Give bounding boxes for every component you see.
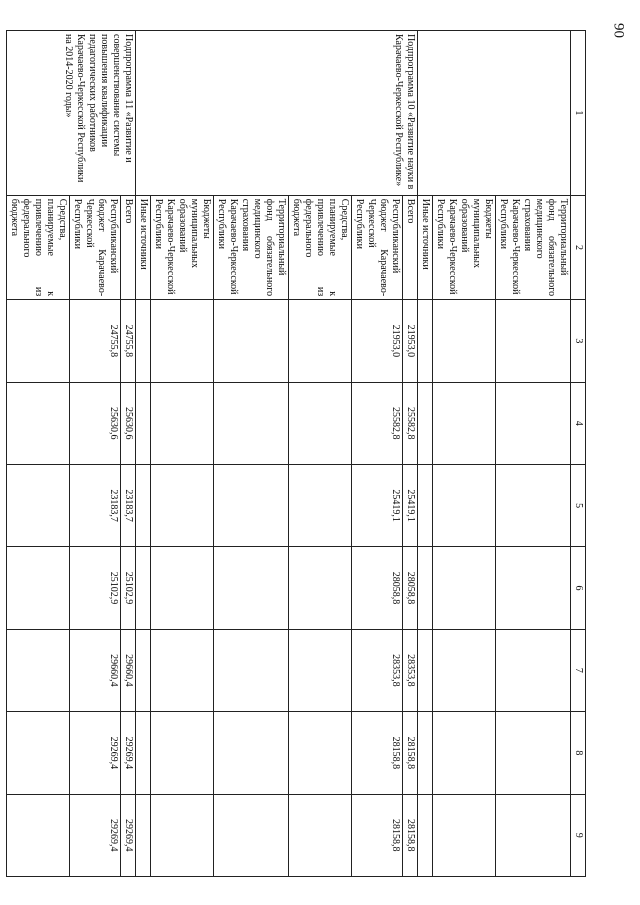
value-cell — [418, 547, 433, 629]
value-cell — [136, 464, 151, 546]
value-cell — [151, 794, 214, 876]
value-cell — [136, 629, 151, 711]
value-cell: 25582,8 — [352, 382, 403, 464]
value-cell — [151, 382, 214, 464]
value-cell — [151, 629, 214, 711]
value-cell — [418, 464, 433, 546]
value-cell: 28058,8 — [403, 547, 418, 629]
value-cell: 21953,0 — [352, 300, 403, 382]
value-cell — [136, 382, 151, 464]
funding-source: Бюджеты муниципальных образований Карачаево-Черкесской Республики — [151, 195, 214, 299]
value-cell: 25630,6 — [70, 382, 121, 464]
value-cell — [7, 464, 70, 546]
column-number-4: 4 — [571, 382, 586, 464]
column-number-2: 2 — [571, 195, 586, 299]
column-number-7: 7 — [571, 629, 586, 711]
value-cell: 24755,8 — [121, 300, 136, 382]
value-cell: 23183,7 — [121, 464, 136, 546]
funding-source: Средства, планируемые к привлечению из федерального бюджета — [7, 195, 70, 299]
funding-source: Средства, планируемые к привлечению из федерального бюджета — [289, 195, 352, 299]
value-cell: 25102,9 — [121, 547, 136, 629]
value-cell — [418, 300, 433, 382]
value-cell — [214, 382, 289, 464]
value-cell: 28058,8 — [352, 547, 403, 629]
value-cell: 25102,9 — [70, 547, 121, 629]
value-cell — [496, 794, 571, 876]
value-cell — [136, 300, 151, 382]
value-cell — [496, 712, 571, 794]
column-number-6: 6 — [571, 547, 586, 629]
value-cell — [151, 464, 214, 546]
value-cell — [496, 464, 571, 546]
funding-source: Иные источники — [418, 195, 433, 299]
value-cell — [289, 794, 352, 876]
value-cell — [151, 712, 214, 794]
column-number-8: 8 — [571, 712, 586, 794]
value-cell: 24755,8 — [70, 300, 121, 382]
value-cell: 25582,8 — [403, 382, 418, 464]
column-number-9: 9 — [571, 794, 586, 876]
table-row — [121, 31, 136, 877]
value-cell — [151, 547, 214, 629]
funding-source: Бюджеты муниципальных образований Карачаево-Черкесской Республики — [433, 195, 496, 299]
value-cell — [7, 547, 70, 629]
value-cell — [7, 794, 70, 876]
value-cell: 25630,6 — [121, 382, 136, 464]
value-cell — [289, 300, 352, 382]
value-cell — [7, 629, 70, 711]
value-cell: 29660,4 — [70, 629, 121, 711]
funding-source: Всего — [403, 195, 418, 299]
value-cell — [496, 300, 571, 382]
value-cell — [433, 794, 496, 876]
value-cell — [433, 382, 496, 464]
value-cell: 29660,4 — [121, 629, 136, 711]
program-title: Подпрограмма 11 «Развитие и совершенствование системы повышения квалификации педагогических работников Карачаево-Черкесской Республики на 2014-2020 годы» — [7, 31, 136, 196]
funding-source: Республиканский бюджет Карачаево-Черкесской Республики — [70, 195, 121, 299]
value-cell — [151, 300, 214, 382]
table-body — [7, 31, 571, 877]
value-cell — [136, 712, 151, 794]
value-cell — [214, 712, 289, 794]
value-cell: 23183,7 — [70, 464, 121, 546]
table-row — [403, 31, 418, 877]
column-number-3: 3 — [571, 300, 586, 382]
value-cell — [418, 794, 433, 876]
value-cell — [433, 629, 496, 711]
program-cell-continued — [418, 31, 571, 196]
value-cell — [136, 794, 151, 876]
value-cell: 25419,1 — [403, 464, 418, 546]
value-cell — [289, 382, 352, 464]
value-cell — [214, 464, 289, 546]
value-cell — [418, 629, 433, 711]
column-number-5: 5 — [571, 464, 586, 546]
value-cell — [496, 629, 571, 711]
value-cell — [289, 547, 352, 629]
value-cell — [433, 712, 496, 794]
funding-source: Территориальный фонд обязательного медицинского страхования Карачаево-Черкесской Республики — [496, 195, 571, 299]
value-cell — [214, 547, 289, 629]
column-number-row — [571, 31, 586, 877]
value-cell — [136, 547, 151, 629]
value-cell — [418, 712, 433, 794]
value-cell: 28158,8 — [403, 794, 418, 876]
table-row — [496, 31, 571, 877]
value-cell — [496, 547, 571, 629]
column-number-1: 1 — [571, 31, 586, 196]
value-cell: 28353,8 — [403, 629, 418, 711]
value-cell — [496, 382, 571, 464]
value-cell: 28158,8 — [352, 794, 403, 876]
value-cell — [214, 629, 289, 711]
value-cell: 29269,4 — [121, 712, 136, 794]
value-cell — [7, 300, 70, 382]
value-cell: 29269,4 — [121, 794, 136, 876]
value-cell — [418, 382, 433, 464]
value-cell — [214, 300, 289, 382]
value-cell: 29269,4 — [70, 794, 121, 876]
value-cell — [7, 712, 70, 794]
value-cell: 25419,1 — [352, 464, 403, 546]
program-title: Подпрограмма 10 «Развитие науки в Карачаево-Черкесской Республике» — [136, 31, 418, 196]
value-cell — [289, 712, 352, 794]
value-cell: 28353,8 — [352, 629, 403, 711]
value-cell: 28158,8 — [352, 712, 403, 794]
value-cell — [433, 547, 496, 629]
value-cell — [289, 629, 352, 711]
budget-table — [6, 30, 586, 877]
page-number: 90 — [610, 23, 627, 38]
funding-source: Территориальный фонд обязательного медицинского страхования Карачаево-Черкесской Республики — [214, 195, 289, 299]
value-cell: 21953,0 — [403, 300, 418, 382]
funding-source: Всего — [121, 195, 136, 299]
value-cell: 29269,4 — [70, 712, 121, 794]
value-cell — [289, 464, 352, 546]
value-cell — [433, 300, 496, 382]
funding-source: Иные источники — [136, 195, 151, 299]
funding-source: Республиканский бюджет Карачаево-Черкесской Республики — [352, 195, 403, 299]
value-cell — [214, 794, 289, 876]
value-cell: 28158,8 — [403, 712, 418, 794]
value-cell — [7, 382, 70, 464]
value-cell — [433, 464, 496, 546]
